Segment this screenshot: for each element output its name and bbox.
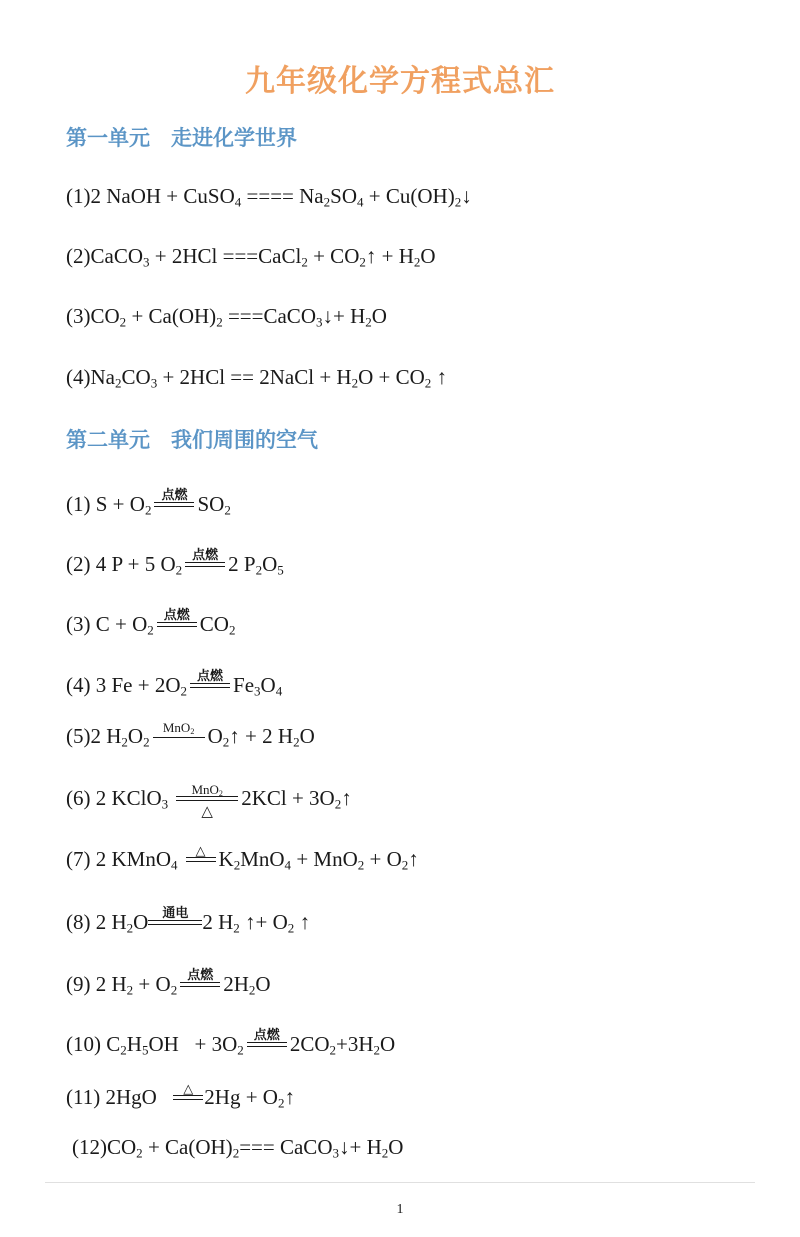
unit2-equation-10: (10) $C_2H_5OH + 3O_2$ 点燃 $2CO_2+3H_2O$ <box>66 1028 396 1058</box>
unit2-equation-6: (6) 2 KClO$_3$ MnO$_2$ △ $2KCl + 3O_2↑$ <box>66 782 352 820</box>
unit1-equation-2: (2)CaCO$_3$ + 2HCl ===CaCl$_2$ + $CO_2↑ + H_2O$ <box>66 244 436 270</box>
unit1-equation-4: $(4)Na_2CO_3 + 2HCl$ == 2NaCl + $H_2O + CO_2$ ↑ <box>66 365 448 391</box>
unit2-equation-12: $(12)CO_2 + Ca(OH)_2===$ CaCO$_3$↓+ $H_2O$ <box>72 1135 404 1161</box>
page-number: 1 <box>396 1202 404 1217</box>
unit2-equation-4: (4) 3 $Fe + 2O_2$ 点燃 $Fe_3O_4$ <box>66 669 283 699</box>
reaction-condition: 点燃 <box>185 550 225 578</box>
unit2-equation-11: (11) 2HgO △ $2Hg + O_2↑$ <box>66 1081 295 1111</box>
heat-symbol: △ <box>201 804 213 820</box>
reaction-condition <box>173 1083 203 1111</box>
reaction-condition: 通电 <box>148 908 202 936</box>
unit2-equation-2: (2) 4 P + 5 $O_2$ 点燃 2 $P_2O_5$ <box>66 548 284 578</box>
heat-symbol: △ <box>195 843 206 858</box>
reaction-condition: 点燃 <box>180 970 220 998</box>
heat-symbol: △ <box>183 1081 194 1096</box>
page-title: 九年级化学方程式总汇 <box>245 64 555 99</box>
unit2-equation-9: (9) 2 $H_2 + O_2$ 点燃 $2H_2O$ <box>66 968 271 998</box>
reaction-condition: 点燃 <box>190 671 230 699</box>
unit2-equation-8: (8) 2 $H_2O$ 通电 2 $H_2$ ↑+ $O_2$ ↑ <box>66 906 311 936</box>
unit1-heading: 第一单元 走进化学世界 <box>66 126 297 150</box>
unit2-equation-1: (1) $S + O_2$ 点燃 $SO_2$ <box>66 488 231 518</box>
unit2-equation-7: (7) 2 KMnO$_4$ △ $K_2MnO_4 + MnO_2$ + $O_2↑$ <box>66 843 419 873</box>
unit2-equation-5: (5)2 $H_2O_2$ MnO$_2$ $O_2↑ + 2$ $H_2O$ <box>66 720 315 750</box>
reaction-condition: 点燃 <box>157 610 197 638</box>
reaction-condition: MnO$_2$ △ <box>176 784 238 812</box>
reaction-condition: MnO$_2$ <box>153 722 205 750</box>
reaction-condition: 点燃 <box>247 1030 287 1058</box>
unit1-equation-3: $(3)CO_2 + Ca(OH)_2$ ===CaCO$_3$↓+ $H_2O$ <box>66 304 387 330</box>
reaction-condition <box>186 845 216 873</box>
unit1-equation-1: (1)2 NaOH + CuSO$_4$ ==== $Na_2SO_4$ + $Cu(OH)_2↓$ <box>66 184 472 210</box>
footer-divider <box>45 1182 755 1183</box>
unit2-equation-3: (3) $C + O_2$ 点燃 $CO_2$ <box>66 608 236 638</box>
unit2-heading: 第二单元 我们周围的空气 <box>66 428 318 452</box>
reaction-condition: 点燃 <box>154 490 194 518</box>
